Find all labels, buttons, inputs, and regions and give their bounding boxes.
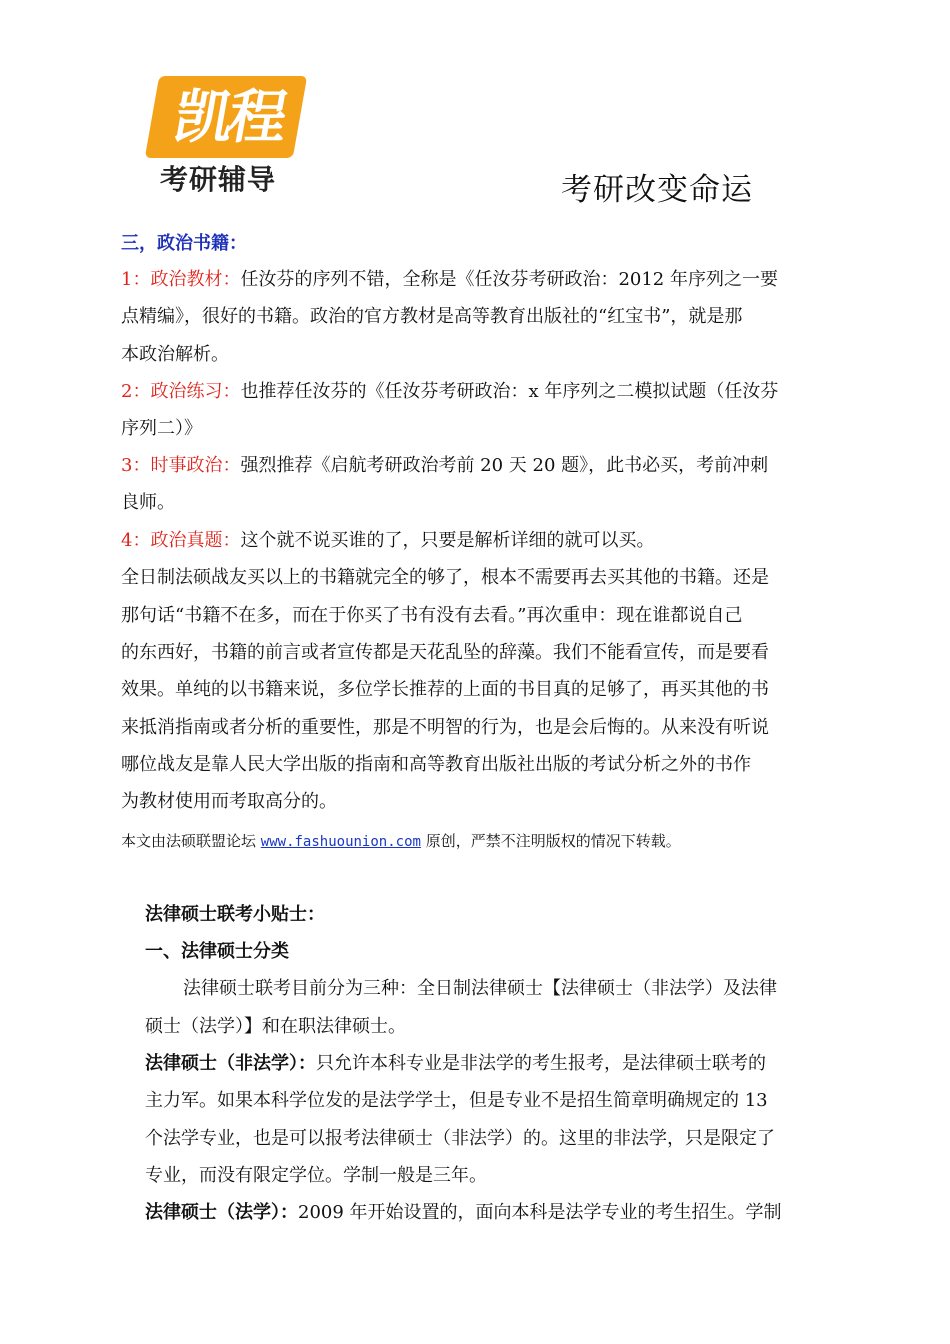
logo-mark: 凯程 (168, 83, 289, 151)
item-text: 强烈推荐《启航考研政治考前 20 天 20 题》，此书必买，考前冲刺 (240, 455, 769, 476)
law-label: 法律硕士（法学）： (145, 1202, 298, 1223)
law-paragraph (145, 1201, 782, 1225)
paragraph-line: 来抵消指南或者分析的重要性，那是不明智的行为，也是会后悔的。从来没有听说 (121, 717, 769, 738)
paragraph-line: 那句话“书籍不在多，而在于你买了书有没有去看。”再次重申：现在谁都说自己 (121, 605, 743, 626)
law-text: 2009 年开始设置的，面向本科是法学专业的考生招生。学制 (298, 1202, 782, 1223)
item-label: 1：政治教材： (121, 269, 241, 290)
paragraph-line: 哪位战友是靠人民大学出版的指南和高等教育出版社出版的考试分析之外的书作 (121, 754, 751, 775)
item-label: 3：时事政治： (121, 455, 241, 476)
source-suffix: 原创，严禁不注明版权的情况下转载。 (420, 832, 681, 850)
list-item (121, 268, 778, 292)
item-text: 本政治解析。 (121, 344, 229, 365)
item-text: 任汝芬的序列不错，全称是《任汝芬考研政治：2012 年序列之一要 (240, 269, 778, 290)
paragraph-line: 的东西好，书籍的前言或者宣传都是天花乱坠的辞藻。我们不能看宣传，而是要看 (121, 642, 769, 663)
item-text: 良师。 (121, 492, 175, 513)
company-logo (150, 72, 310, 200)
paragraph-line: 效果。单纯的以书籍来说，多位学长推荐的上面的书目真的足够了，再买其他的书 (121, 679, 769, 700)
section-heading: 三，政治书籍： (121, 233, 247, 254)
source-prefix: 本文由法硕联盟论坛 (121, 832, 261, 850)
source-note (121, 829, 681, 854)
list-item (121, 380, 778, 404)
nonlaw-paragraph (145, 1052, 766, 1076)
nonlaw-label: 法律硕士（非法学）： (145, 1053, 316, 1074)
intro-line: 法律硕士联考目前分为三种：全日制法律硕士【法律硕士（非法学）及法律 (183, 978, 777, 999)
paragraph-line: 为教材使用而考取高分的。 (121, 791, 337, 812)
tips-subheading: 一、法律硕士分类 (145, 941, 289, 962)
item-text: 这个就不说买谁的了，只要是解析详细的就可以买。 (240, 530, 655, 551)
item-text: 也推荐任汝芬的《任汝芬考研政治：x 年序列之二模拟试题（任汝芬 (240, 381, 779, 402)
nonlaw-text: 只允许本科专业是非法学的考生报考，是法律硕士联考的 (316, 1053, 766, 1074)
list-item (121, 454, 768, 478)
tips-heading: 法律硕士联考小贴士： (145, 904, 325, 925)
item-text: 点精编》，很好的书籍。政治的官方教材是高等教育出版社的“红宝书”，就是那 (121, 306, 743, 327)
intro-line: 硕士（法学）】和在职法律硕士。 (145, 1016, 406, 1037)
item-label: 2：政治练习： (121, 381, 241, 402)
item-text: 序列二）》 (121, 418, 202, 439)
forum-link[interactable]: www.fashuounion.com (260, 834, 421, 850)
nonlaw-text: 主力军。如果本科学位发的是法学学士，但是专业不是招生简章明确规定的 13 (145, 1090, 768, 1111)
logo-subtitle: 考研辅导 (160, 163, 277, 196)
item-label: 4：政治真题： (121, 530, 241, 551)
nonlaw-text: 专业，而没有限定学位。学制一般是三年。 (145, 1165, 487, 1186)
paragraph-line: 全日制法硕战友买以上的书籍就完全的够了，根本不需要再去买其他的书籍。还是 (121, 567, 769, 588)
list-item (121, 529, 654, 553)
slogan: 考研改变命运 (561, 172, 753, 208)
nonlaw-text: 个法学专业，也是可以报考法律硕士（非法学）的。这里的非法学，只是限定了 (145, 1128, 775, 1149)
